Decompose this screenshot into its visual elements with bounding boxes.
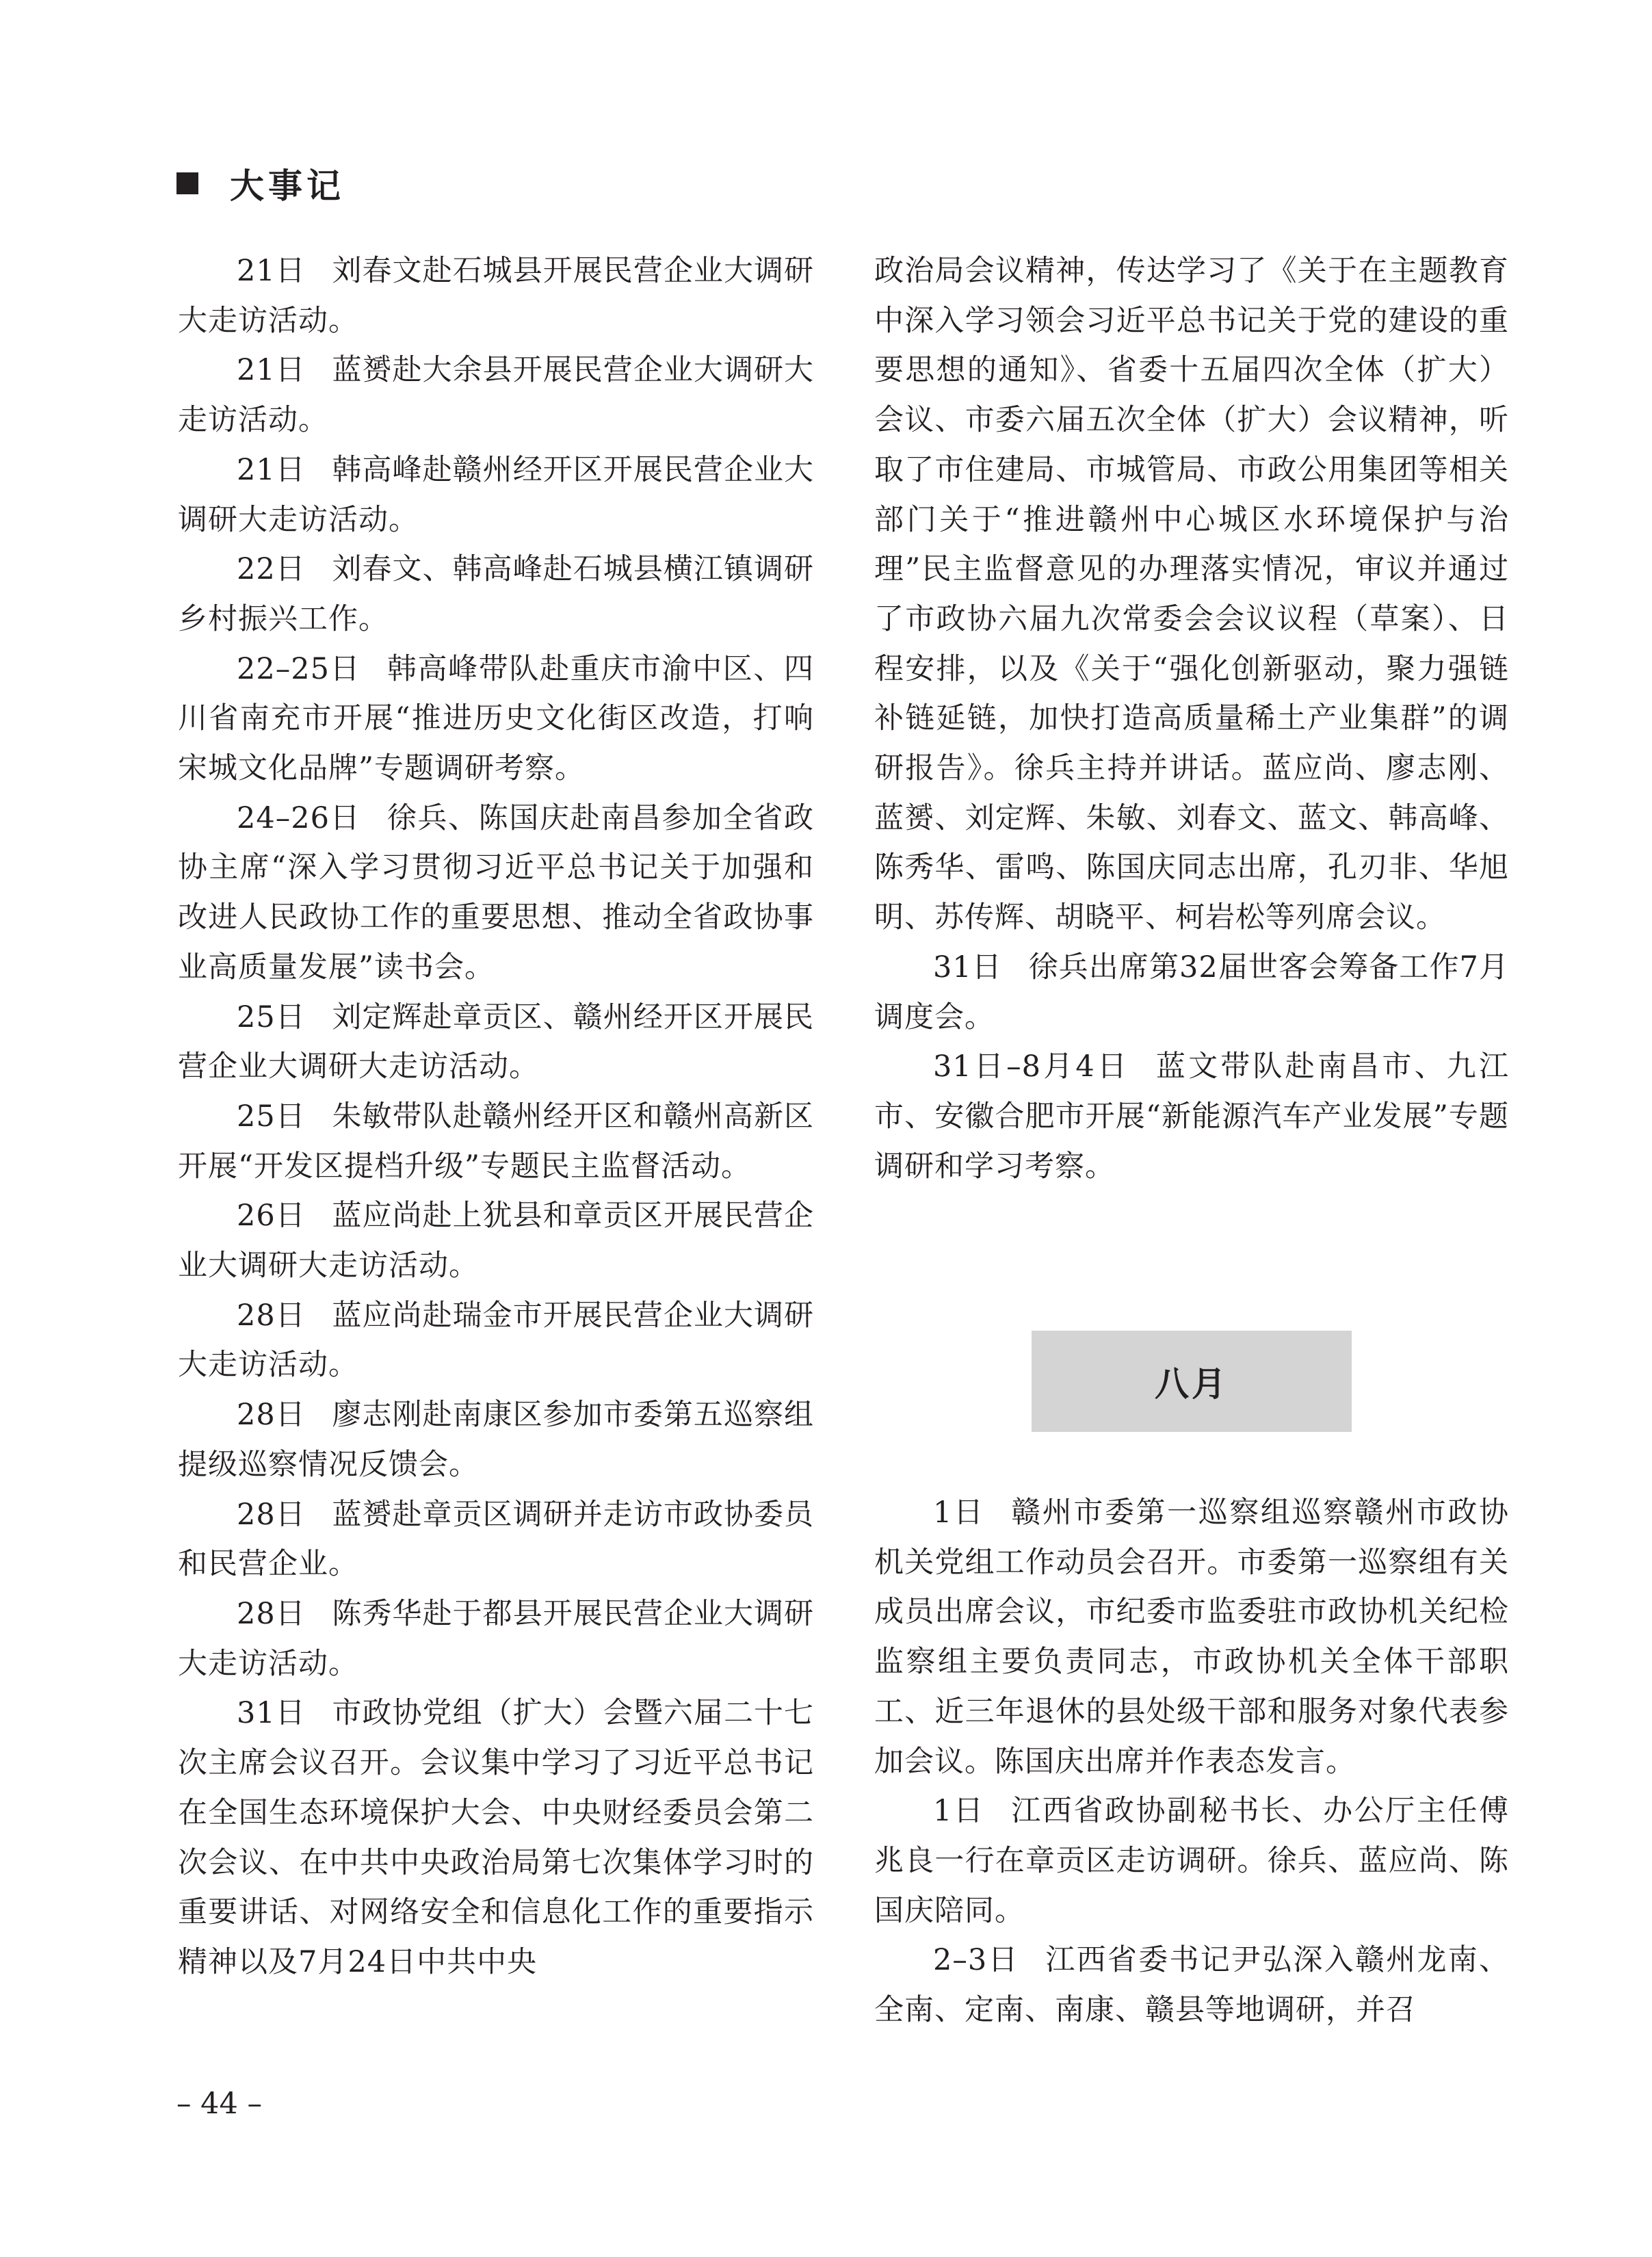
entry: 28日 陈秀华赴于都县开展民营企业大调研大走访活动。: [178, 1596, 815, 1681]
month-heading: [1032, 1331, 1352, 1432]
entry: 22日 刘春文、韩高峰赴石城县横江镇调研乡村振兴工作。: [178, 552, 815, 636]
entry: 1日 江西省政协副秘书长、办公厅主任傅兆良一行在章贡区走访调研。徐兵、蓝应尚、陈国庆陪同。: [874, 1794, 1510, 1928]
entry: 22–25日 韩高峰带队赴重庆市渝中区、四川省南充市开展“推进历史文化街区改造，打响宋城文化品牌”专题调研考察。: [178, 651, 814, 786]
entry: 21日 蓝赟赴大余县开展民营企业大调研大走访活动。: [178, 353, 815, 438]
entry: 24–26日 徐兵、陈国庆赴南昌参加全省政协主席“深入学习贯彻习近平总书记关于加强和改进人民政协工作的重要思想、推动全省政协事业高质量发展”读书会。: [178, 800, 814, 984]
entry: 28日 蓝应尚赴瑞金市开展民营企业大调研大走访活动。: [178, 1298, 815, 1383]
left-column: [178, 246, 814, 1987]
page-number: – 44 –: [176, 2087, 263, 2121]
entry: 25日 刘定辉赴章贡区、赣州经开区开展民营企业大调研大走访活动。: [178, 1000, 815, 1084]
entry-continuation: 政治局会议精神，传达学习了《关于在主题教育中深入学习领会习近平总书记关于党的建设的重要思想的通知》、省委十五届四次全体（扩大）会议、市委六届五次全体（扩大）会议精神，听取了市住建局、市城管局、市政公用集团等相关部门关于“推进赣州中心城区水环境保护与治理”民主监督意见的办理落实情况，审议并通过了市政协六届九次常委会会议议程（草案）、日程安排，以及《关于“强化创新驱动，聚力强链补链延链，加快打造高质量稀土产业集群”的调研报告》。徐兵主持并讲话。蓝应尚、廖志刚、蓝赟、刘定辉、朱敏、刘春文、蓝文、韩高峰、陈秀华、雷鸣、陈国庆同志出席，孔刃非、华旭明、苏传辉、胡晓平、柯岩松等列席会议。: [874, 254, 1509, 935]
entry: 25日 朱敏带队赴赣州经开区和赣州高新区开展“开发区提档升级”专题民主监督活动。: [178, 1099, 815, 1184]
entry: 28日 廖志刚赴南康区参加市委第五巡察组提级巡察情况反馈会。: [178, 1398, 815, 1482]
square-bullet-icon: [176, 172, 198, 194]
entry: 26日 蓝应尚赴上犹县和章贡区开展民营企业大调研大走访活动。: [178, 1199, 815, 1283]
entry: 31日 徐兵出席第32届世客会筹备工作7月调度会。: [874, 950, 1510, 1034]
entry: 1日 赣州市委第一巡察组巡察赣州市政协机关党组工作动员会召开。市委第一巡察组有关成员出席会议，市纪委市监委驻市政协机关纪检监察组主要负责同志，市政协机关全体干部职工、近三年退休的县处级干部和服务对象代表参加会议。陈国庆出席并作表态发言。: [874, 1496, 1510, 1779]
entry: 2–3日 江西省委书记尹弘深入赣州龙南、全南、定南、南康、赣县等地调研，并召: [874, 1943, 1510, 2028]
entry: 31日–8月4日 蓝文带队赴南昌市、九江市、安徽合肥市开展“新能源汽车产业发展”专题调研和学习考察。: [874, 1049, 1509, 1184]
month-heading-label: 八月: [1155, 1364, 1229, 1404]
entry: 31日 市政协党组（扩大）会暨六届二十七次主席会议召开。会议集中学习了习近平总书记在全国生态环境保护大会、中央财经委员会第二次会议、在中共中央政治局第七次集体学习时的重要讲话、对网络安全和信息化工作的重要指示精神以及7月24日中共中央: [178, 1696, 815, 1979]
page-header: [176, 156, 345, 211]
entry: 21日 韩高峰赴赣州经开区开展民营企业大调研大走访活动。: [178, 452, 815, 537]
right-column: [874, 246, 1509, 1191]
entry: 28日 蓝赟赴章贡区调研并走访市政协委员和民营企业。: [178, 1497, 815, 1582]
entry: 21日 刘春文赴石城县开展民营企业大调研大走访活动。: [178, 254, 815, 338]
page-title: 大事记: [230, 166, 345, 206]
august-column: [874, 1488, 1509, 2035]
